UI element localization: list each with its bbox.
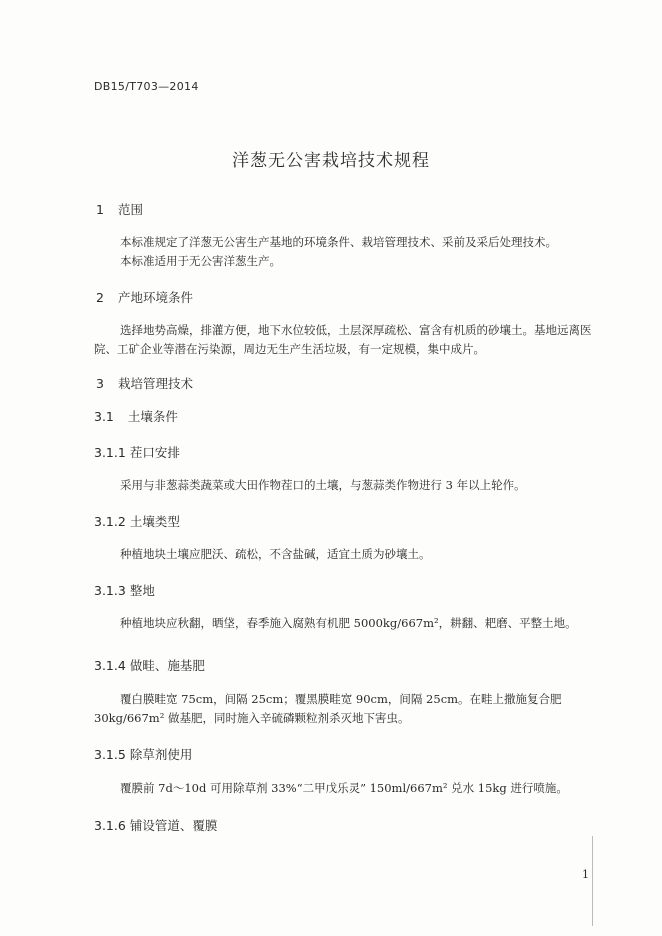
section-heading-2: 2 产地环境条件 — [96, 290, 193, 305]
scan-edge-line — [592, 836, 593, 926]
document-title: 洋葱无公害栽培技术规程 — [232, 151, 430, 171]
section-heading-3-1-1: 3.1.1 茬口安排 — [94, 445, 180, 460]
section-heading-3-1: 3.1 土壤条件 — [94, 409, 178, 424]
paragraph-herbicide: 覆膜前 7d～10d 可用除草剂 33%“二甲戊乐灵” 150ml/667m² 兑水 15kg 进行喷施。 — [120, 781, 568, 795]
paragraph-scope-1: 本标准规定了洋葱无公害生产基地的环境条件、栽培管理技术、采前及采后处理技术。 — [120, 235, 557, 249]
section-heading-3-1-6: 3.1.6 铺设管道、覆膜 — [94, 818, 218, 833]
section-heading-3: 3 栽培管理技术 — [96, 376, 193, 391]
paragraph-bed-fertilizer: 覆白膜畦宽 75cm，间隔 25cm；覆黑膜畦宽 90cm，间隔 25cm。在畦上撒施复合肥 30kg/667m² 做基肥，同时施入辛硫磷颗粒剂杀灭地下害虫。 — [94, 692, 562, 725]
section-heading-3-1-4: 3.1.4 做畦、施基肥 — [94, 658, 205, 673]
section-heading-3-1-2: 3.1.2 土壤类型 — [94, 514, 180, 529]
section-heading-3-1-3: 3.1.3 整地 — [94, 583, 155, 598]
paragraph-soil-type: 种植地块土壤应肥沃、疏松，不含盐碱，适宜土质为砂壤土。 — [120, 547, 431, 561]
section-heading-1: 1 范围 — [96, 202, 143, 217]
paragraph-land-prep: 种植地块应秋翻，晒垡，春季施入腐熟有机肥 5000kg/667m²，耕翻、耙磨、平整土地。 — [120, 616, 577, 630]
page-number: 1 — [582, 868, 589, 881]
paragraph-rotation: 采用与非葱蒜类蔬菜或大田作物茬口的土壤，与葱蒜类作物进行 3 年以上轮作。 — [120, 478, 526, 492]
paragraph-scope-2: 本标准适用于无公害洋葱生产。 — [120, 254, 281, 268]
standard-code: DB15/T703—2014 — [94, 80, 199, 93]
paragraph-environment: 选择地势高燥，排灌方便，地下水位较低，土层深厚疏松、富含有机质的砂壤土。基地远离医院、工矿企业等潜在污染源，周边无生产生活垃圾，有一定规模，集中成片。 — [94, 323, 592, 356]
section-heading-3-1-5: 3.1.5 除草剂使用 — [94, 747, 193, 762]
